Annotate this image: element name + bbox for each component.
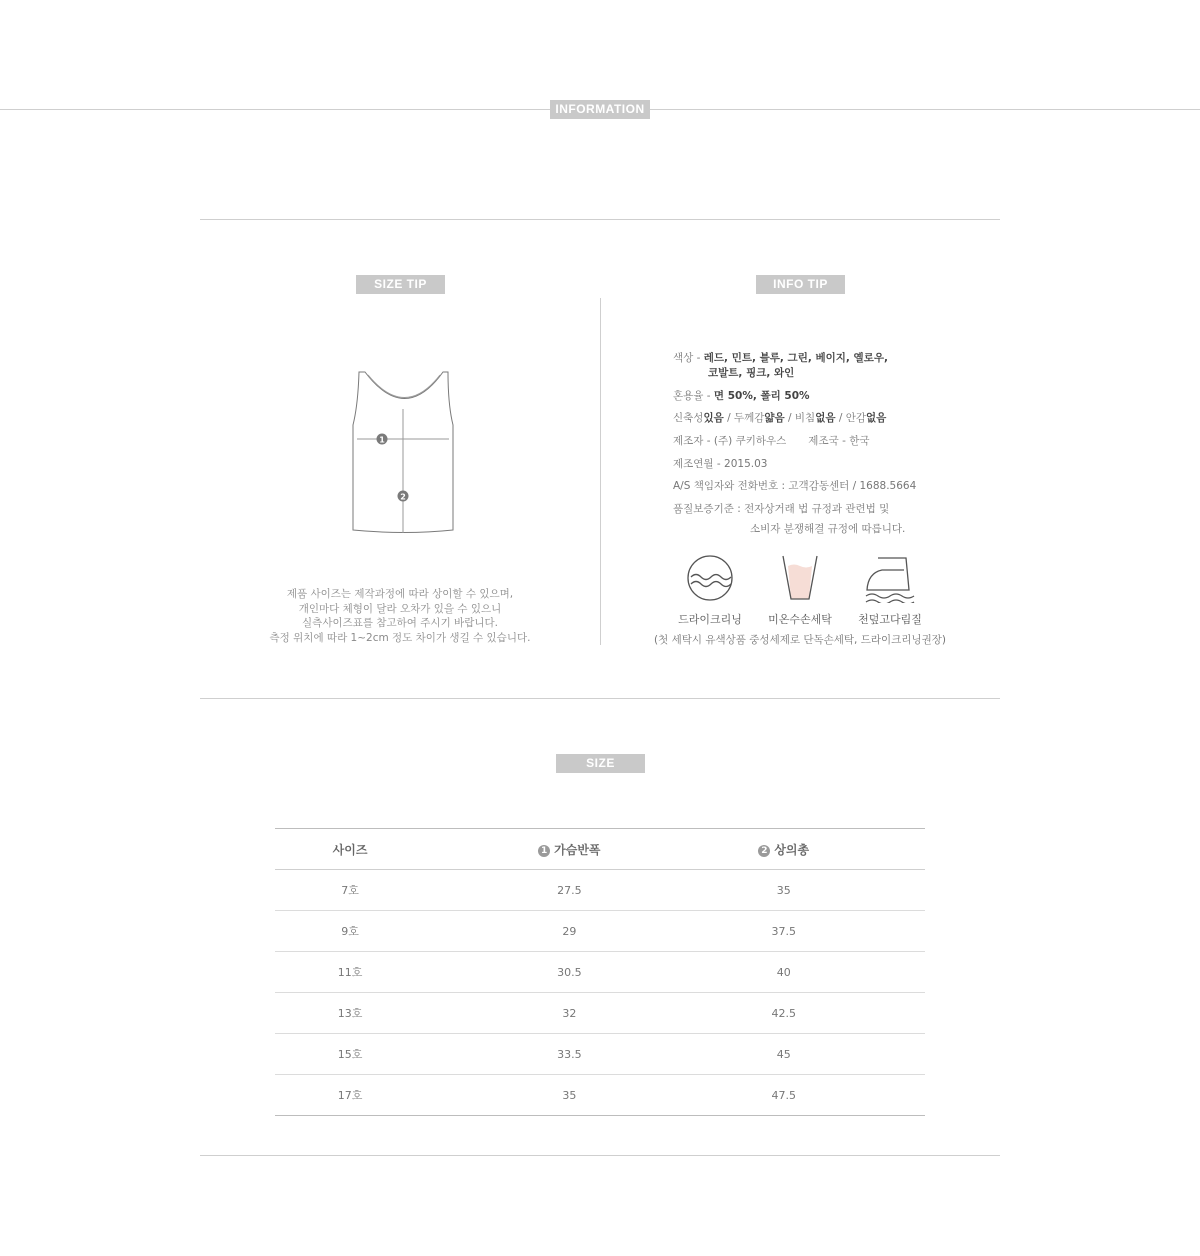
color-row-2	[673, 365, 794, 380]
column-header-label: 사이즈	[332, 842, 368, 857]
column-header-size	[275, 829, 425, 870]
size-cell: 11호	[275, 952, 425, 993]
care-label: 천덮고다림질	[858, 613, 922, 626]
spacer-cell	[854, 1075, 925, 1116]
care-dry-clean	[672, 553, 748, 627]
fabric-value: 면 50%, 폴리 50%	[713, 390, 810, 402]
chest-cell: 30.5	[425, 952, 713, 993]
size-cell: 17호	[275, 1075, 425, 1116]
table-row	[275, 1075, 925, 1116]
info-tip-label: INFO TIP	[756, 275, 845, 294]
dry-clean-icon	[685, 553, 735, 603]
size-note-line: 제품 사이즈는 제작과정에 따라 상이할 수 있으며,	[286, 588, 514, 600]
property-row	[673, 410, 886, 425]
table-row	[275, 911, 925, 952]
care-note: (첫 세탁시 유색상품 중성세제로 단독손세탁, 드라이크리닝권장)	[654, 634, 946, 646]
length-cell: 37.5	[714, 911, 854, 952]
chest-cell: 32	[425, 993, 713, 1034]
length-cell: 42.5	[714, 993, 854, 1034]
column-header-label: 가슴반폭	[554, 842, 601, 857]
marker-1-badge: 1	[538, 845, 550, 857]
size-table	[275, 828, 925, 1116]
size-note-line: 실측사이즈표를 참고하여 주시기 바랍니다.	[302, 617, 498, 629]
column-header-label: 상의총	[774, 842, 810, 857]
length-cell: 45	[714, 1034, 854, 1075]
spacer-cell	[854, 870, 925, 911]
maker: 제조자 - (주) 쿠키하우스	[673, 435, 787, 447]
spacer-cell	[854, 952, 925, 993]
length-cell: 40	[714, 952, 854, 993]
care-cloth-iron	[852, 553, 928, 627]
chest-cell: 35	[425, 1075, 713, 1116]
chest-cell: 29	[425, 911, 713, 952]
size-table-header	[275, 829, 925, 870]
lining-label: / 안감	[835, 412, 866, 424]
lukewarm-handwash-icon	[775, 553, 825, 603]
color-value: 레드, 민트, 블루, 그린, 베이지, 옐로우,	[703, 352, 888, 364]
maker-row	[673, 433, 869, 448]
care-lukewarm-handwash	[762, 553, 838, 627]
sheer-value: 없음	[815, 412, 836, 424]
color-row	[673, 350, 888, 365]
chest-cell: 27.5	[425, 870, 713, 911]
column-divider	[600, 298, 601, 645]
marker-1-text: 1	[379, 435, 385, 445]
table-row	[275, 870, 925, 911]
garment-neckline	[368, 375, 440, 398]
table-row	[275, 993, 925, 1034]
table-row	[275, 952, 925, 993]
size-note	[240, 587, 560, 645]
length-cell: 35	[714, 870, 854, 911]
information-label: INFORMATION	[550, 100, 650, 119]
size-cell: 7호	[275, 870, 425, 911]
section-divider-bottom	[200, 1155, 1000, 1156]
spacer-cell	[854, 1034, 925, 1075]
warranty-row-2: 소비자 분쟁해결 규정에 따릅니다.	[750, 523, 906, 535]
marker-2-badge: 2	[758, 845, 770, 857]
section-divider-top	[200, 219, 1000, 220]
garment-diagram	[345, 365, 460, 540]
size-label: SIZE	[556, 754, 645, 773]
color-value-2: 코발트, 핑크, 와인	[708, 367, 795, 379]
column-header-chest	[425, 829, 713, 870]
thickness-label: / 두께감	[723, 412, 765, 424]
size-note-line: 개인마다 체형이 달라 오차가 있을 수 있으니	[298, 602, 502, 615]
thickness-value: 얇음	[764, 412, 785, 424]
stretch-value: 있음	[703, 412, 724, 424]
length-cell: 47.5	[714, 1075, 854, 1116]
chest-cell: 33.5	[425, 1034, 713, 1075]
size-note-line: 측정 위치에 따라 1~2cm 정도 차이가 생길 수 있습니다.	[269, 631, 531, 644]
warranty-row: 품질보증기준 : 전자상거래 법 규정과 관련법 및	[673, 503, 890, 515]
size-tip-label: SIZE TIP	[356, 275, 445, 294]
care-label: 미온수손세탁	[768, 613, 832, 626]
care-label: 드라이크리닝	[678, 613, 742, 626]
lining-value: 없음	[865, 412, 887, 424]
section-divider-middle	[200, 698, 1000, 699]
column-header-length	[714, 829, 854, 870]
as-info-row: A/S 책임자와 전화번호 : 고객감동센터 / 1688.5664	[673, 480, 917, 492]
table-row	[275, 1034, 925, 1075]
size-cell: 9호	[275, 911, 425, 952]
sheer-label: / 비침	[784, 412, 816, 424]
column-spacer	[854, 829, 925, 870]
spacer-cell	[854, 911, 925, 952]
date-row: 제조연월 - 2015.03	[673, 458, 768, 470]
spacer-cell	[854, 993, 925, 1034]
color-label: 색상 -	[673, 352, 704, 364]
country: 제조국 - 한국	[808, 435, 870, 447]
size-cell: 15호	[275, 1034, 425, 1075]
fabric-row	[673, 388, 810, 403]
size-cell: 13호	[275, 993, 425, 1034]
stretch-label: 신축성	[673, 412, 704, 424]
marker-2-text: 2	[400, 492, 406, 502]
cloth-iron-icon	[860, 553, 920, 603]
fabric-label: 혼용율 -	[673, 390, 714, 402]
